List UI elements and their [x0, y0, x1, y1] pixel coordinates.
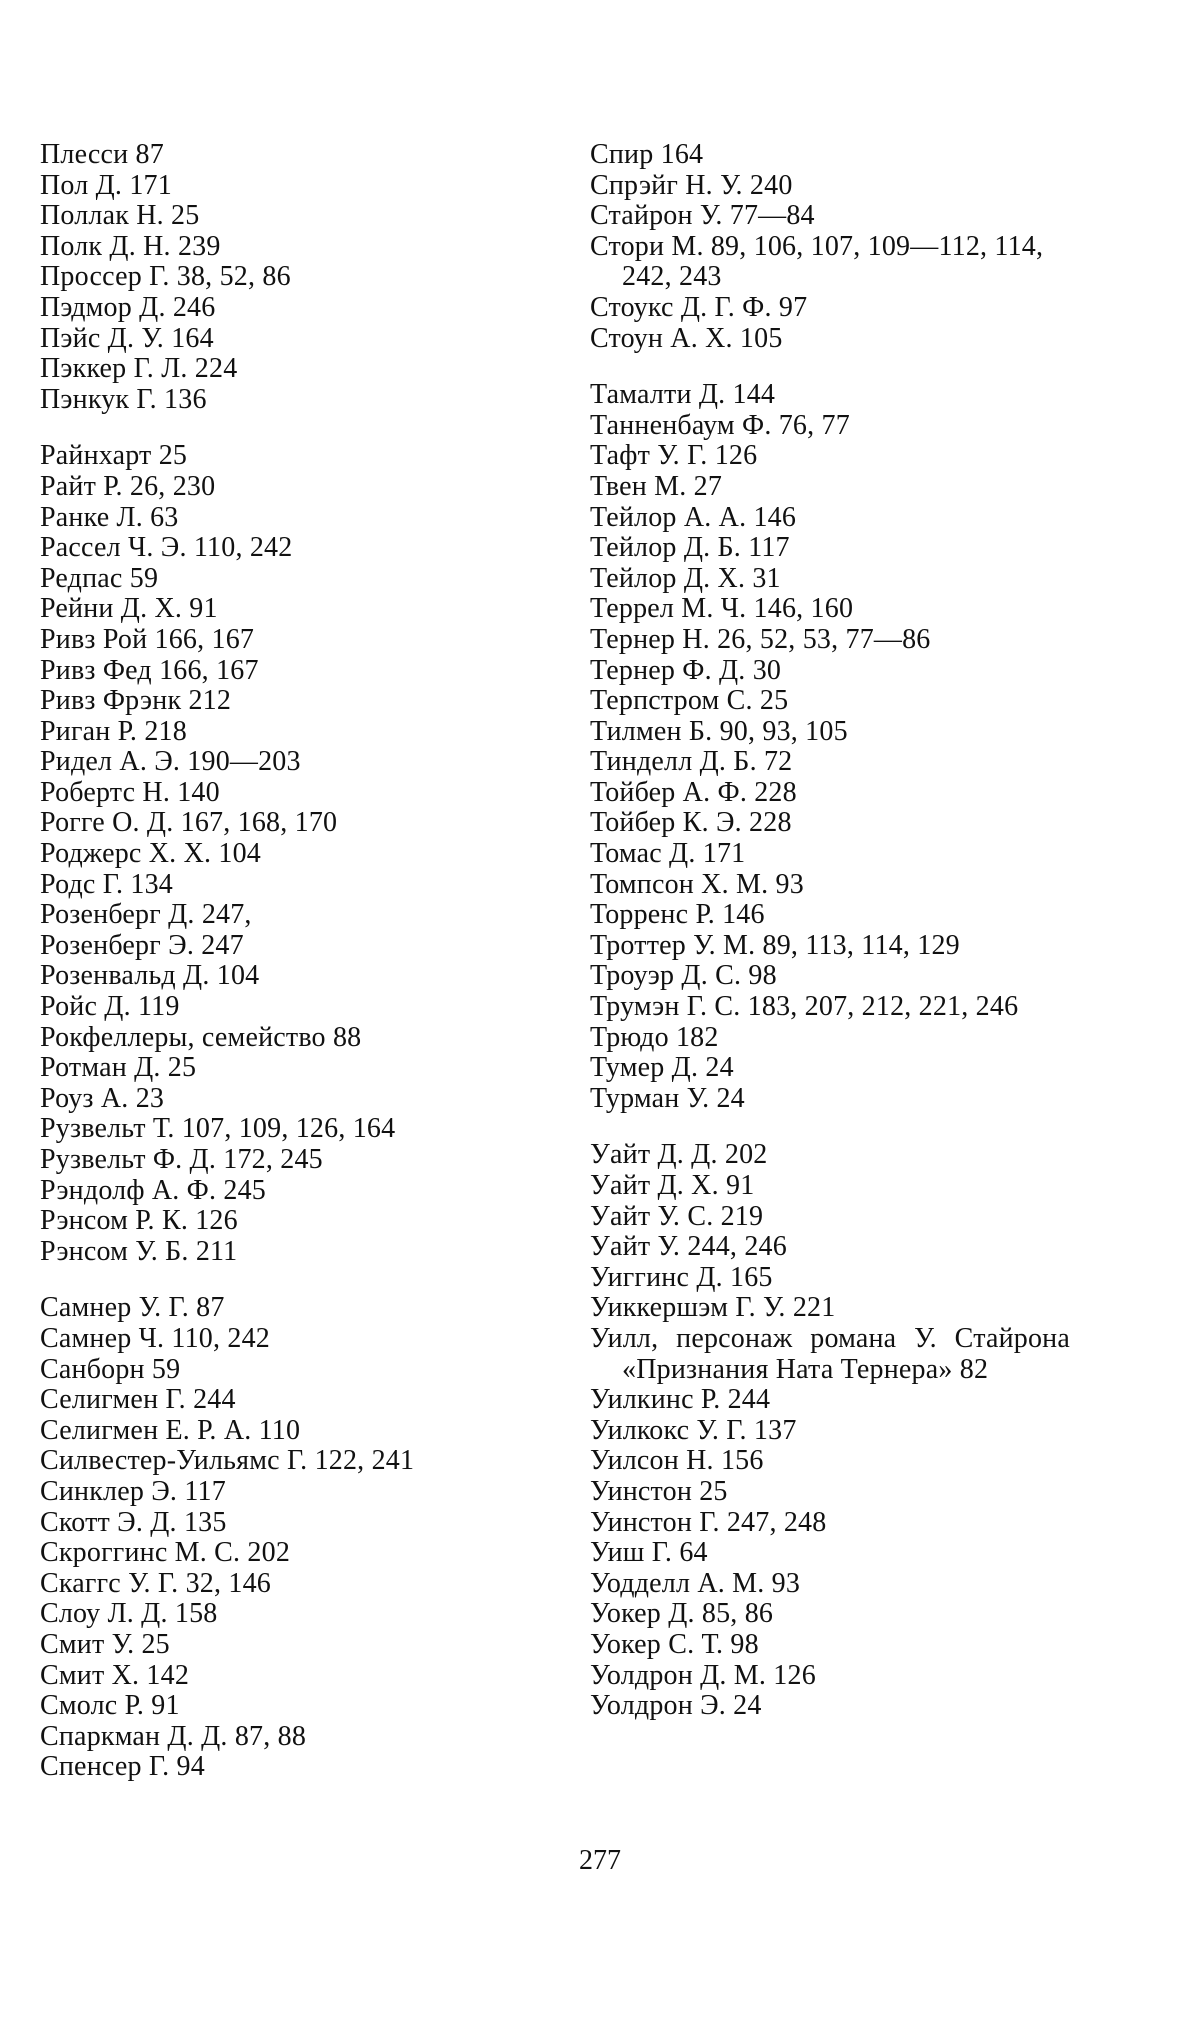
- index-entry: Смолс Р. 91: [40, 1690, 180, 1722]
- index-entry: Тумер Д. 24: [590, 1052, 734, 1084]
- index-entry: Ривз Рой 166, 167: [40, 623, 255, 655]
- index-entry: Уиггинс Д. 165: [590, 1261, 773, 1293]
- index-entry: Рэнсом У. Б. 211: [40, 1235, 238, 1267]
- index-entry: Уиккершэм Г. У. 221: [590, 1292, 836, 1324]
- index-entry: Рассел Ч. Э. 110, 242: [40, 532, 293, 564]
- index-entry: Спир 164: [590, 139, 704, 170]
- index-entry: Стайрон У. 77—84: [590, 200, 815, 232]
- index-entry: Террел М. Ч. 146, 160: [590, 593, 854, 625]
- index-entry: Ротман Д. 25: [40, 1052, 197, 1084]
- index-entry: Уайт У. С. 219: [590, 1200, 764, 1232]
- index-entry: Скаггс У. Г. 32, 146: [40, 1567, 271, 1599]
- index-entry: Рогге О. Д. 167, 168, 170: [40, 807, 338, 839]
- index-entry: Рузвельт Ф. Д. 172, 245: [40, 1144, 323, 1175]
- index-entry: Уокер Д. 85, 86: [590, 1598, 774, 1630]
- index-entry: Рузвельт Т. 107, 109, 126, 164: [40, 1113, 396, 1145]
- index-entry: Полк Д. Н. 239: [40, 230, 221, 262]
- index-entry: Танненбаум Ф. 76, 77: [590, 409, 850, 441]
- index-entry: Пол Д. 171: [40, 169, 172, 201]
- index-entry: Уолдрон Д. М. 126: [590, 1659, 816, 1691]
- index-entry: Слоу Л. Д. 158: [40, 1598, 218, 1630]
- index-entry: Розенберг Э. 247: [40, 929, 244, 961]
- index-entry: Терпстром С. 25: [590, 685, 789, 717]
- index-entry: Робертс Н. 140: [40, 776, 220, 808]
- index-entry: Уилкокс У. Г. 137: [590, 1414, 797, 1446]
- index-entry: Скроггинс М. С. 202: [40, 1537, 291, 1569]
- index-entry: Тернер Ф. Д. 30: [590, 654, 782, 686]
- index-entry: Ранке Л. 63: [40, 501, 179, 533]
- index-entry: Проссер Г. 38, 52, 86: [40, 261, 291, 293]
- index-entry: Райнхарт 25: [40, 440, 188, 472]
- index-entry: Стоун А. Х. 105: [590, 322, 783, 354]
- index-entry: Родс Г. 134: [40, 868, 173, 900]
- index-entry: Тейлор А. А. 146: [590, 501, 797, 533]
- index-entry: Ридел А. Э. 190—203: [40, 746, 301, 778]
- index-entry: Уинстон 25: [590, 1475, 728, 1507]
- index-entry: Риган Р. 218: [40, 715, 187, 747]
- index-group: [590, 380, 1070, 1114]
- page-number: 277: [579, 1845, 621, 1876]
- index-entry: Тойбер К. Э. 228: [590, 807, 792, 839]
- index-entry: Уолдрон Э. 24: [590, 1690, 762, 1722]
- index-entry: Уиш Г. 64: [590, 1537, 708, 1569]
- index-entry: Селигмен Е. Р. А. 110: [40, 1414, 301, 1446]
- index-entry: Силвестер-Уильямс Г. 122, 241: [40, 1445, 415, 1477]
- index-entry: Уилсон Н. 156: [590, 1445, 764, 1477]
- index-entry: Тейлор Д. Б. 117: [590, 532, 790, 564]
- index-entry: Самнер У. Г. 87: [40, 1292, 225, 1324]
- index-entry: Ривз Фед 166, 167: [40, 654, 259, 686]
- index-entry: Тойбер А. Ф. 228: [590, 776, 797, 808]
- index-group: [40, 140, 510, 415]
- index-entry: Ройс Д. 119: [40, 991, 180, 1023]
- index-entry: Уайт Д. Д. 202: [590, 1139, 768, 1171]
- index-entry: Пэккер Г. Л. 224: [40, 353, 238, 385]
- index-entry: Троттер У. М. 89, 113, 114, 129: [590, 929, 960, 961]
- index-entry: Стори М. 89, 106, 107, 109—112, 114, 242, 243: [590, 230, 1044, 293]
- index-entry: Самнер Ч. 110, 242: [40, 1322, 270, 1354]
- index-entry: Уилл, персонаж романа У. Стайрона «Признания Ната Тернера» 82: [590, 1322, 1070, 1385]
- index-entry: Пэнкук Г. 136: [40, 383, 207, 415]
- index-column-left: [40, 140, 510, 1809]
- index-entry: Троуэр Д. С. 98: [590, 960, 777, 992]
- index-entry: Синклер Э. 117: [40, 1475, 226, 1507]
- index-entry: Редпас 59: [40, 562, 159, 594]
- index-entry: Спаркман Д. Д. 87, 88: [40, 1720, 307, 1752]
- index-entry: Пэдмор Д. 246: [40, 291, 216, 323]
- index-entry: Розенвальд Д. 104: [40, 960, 260, 992]
- index-entry: Поллак Н. 25: [40, 200, 200, 232]
- index-entry: Роуз А. 23: [40, 1082, 165, 1114]
- index-entry: Спрэйг Н. У. 240: [590, 169, 793, 201]
- index-entry: Твен М. 27: [590, 470, 723, 502]
- index-entry: Тамалти Д. 144: [590, 379, 776, 411]
- index-entry: Трюдо 182: [590, 1021, 719, 1053]
- index-entry: Розенберг Д. 247,: [40, 899, 252, 931]
- index-entry: Уайт У. 244, 246: [590, 1231, 787, 1263]
- index-entry: Томас Д. 171: [590, 838, 746, 870]
- index-entry: Смит У. 25: [40, 1628, 170, 1660]
- index-column-right: [590, 140, 1070, 1748]
- index-entry: Ривз Фрэнк 212: [40, 685, 232, 717]
- index-entry: Рейни Д. Х. 91: [40, 593, 218, 625]
- index-entry: Спенсер Г. 94: [40, 1751, 205, 1783]
- index-entry: Рэнсом Р. К. 126: [40, 1205, 238, 1237]
- index-entry: Турман У. 24: [590, 1082, 745, 1114]
- index-entry: Тафт У. Г. 126: [590, 440, 758, 472]
- index-group: [40, 441, 510, 1267]
- index-entry: Райт Р. 26, 230: [40, 470, 216, 502]
- index-entry: Уокер С. Т. 98: [590, 1628, 759, 1660]
- index-entry: Скотт Э. Д. 135: [40, 1506, 227, 1538]
- index-group: [590, 140, 1070, 354]
- index-entry: Тернер Н. 26, 52, 53, 77—86: [590, 623, 931, 655]
- index-entry: Селигмен Г. 244: [40, 1384, 236, 1416]
- index-entry: Стоукс Д. Г. Ф. 97: [590, 291, 808, 323]
- index-entry: Роджерс Х. Х. 104: [40, 838, 261, 870]
- index-entry: Плесси 87: [40, 139, 164, 170]
- index-entry: Пэйс Д. У. 164: [40, 322, 214, 354]
- index-entry: Тейлор Д. Х. 31: [590, 562, 781, 594]
- index-entry: Смит Х. 142: [40, 1659, 190, 1691]
- index-entry: Уодделл А. М. 93: [590, 1567, 801, 1599]
- index-entry: Уинстон Г. 247, 248: [590, 1506, 827, 1538]
- index-entry: Уилкинс Р. 244: [590, 1384, 771, 1416]
- index-entry: Рокфеллеры, семейство 88: [40, 1021, 362, 1053]
- index-entry: Тинделл Д. Б. 72: [590, 746, 793, 778]
- index-entry: Трумэн Г. С. 183, 207, 212, 221, 246: [590, 991, 1019, 1023]
- index-group: [590, 1140, 1070, 1721]
- index-group: [40, 1293, 510, 1783]
- index-entry: Уайт Д. Х. 91: [590, 1170, 755, 1201]
- index-entry: Торренс Р. 146: [590, 899, 765, 931]
- index-entry: Рэндолф А. Ф. 245: [40, 1174, 267, 1206]
- index-entry: Томпсон Х. М. 93: [590, 868, 804, 900]
- index-entry: Тилмен Б. 90, 93, 105: [590, 715, 848, 747]
- index-entry: Санборн 59: [40, 1353, 181, 1385]
